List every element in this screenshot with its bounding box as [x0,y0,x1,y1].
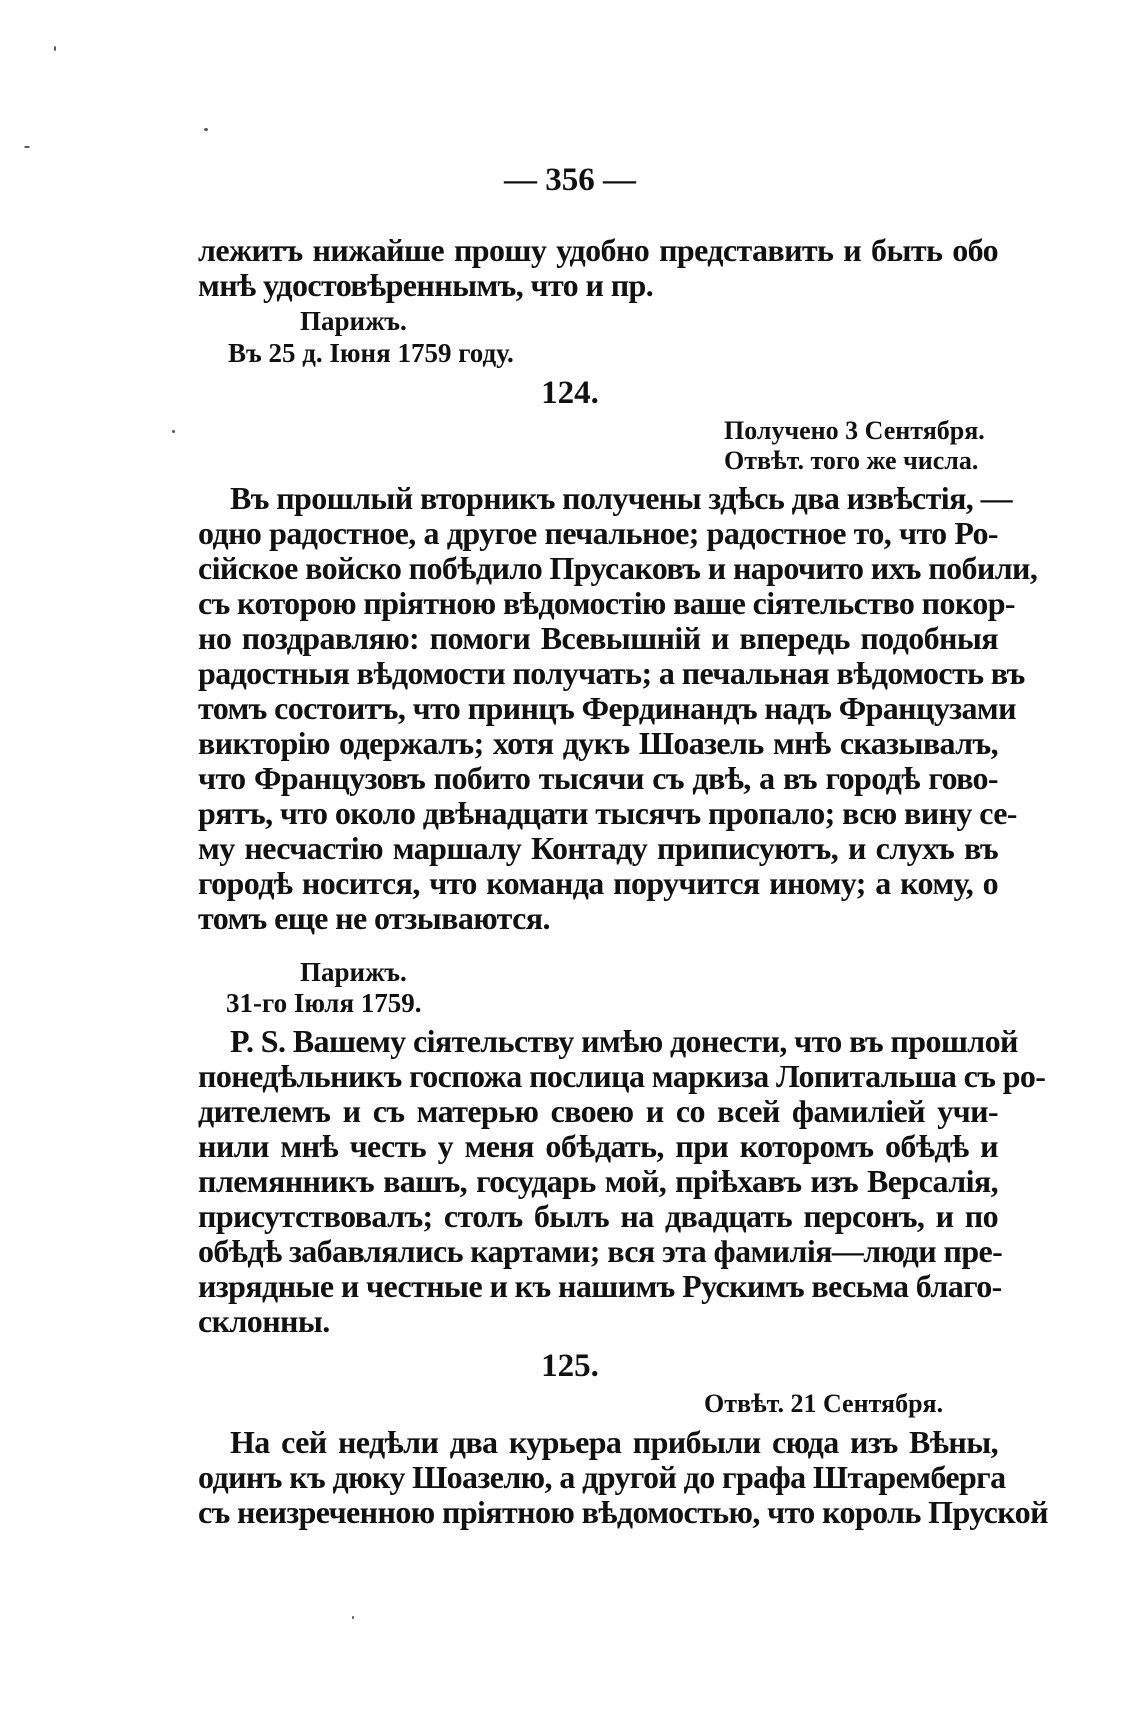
signature-date: 31-го Іюля 1759. [226,988,422,1018]
text-line: одинъ къ дюку Шоазелю, а другой до графа Штаремберга [198,1459,1006,1495]
text-line: склонны. [198,1303,330,1339]
signature-place: Парижъ. [300,306,407,336]
letter-number: 125. [541,1348,599,1384]
text-line: одно радостное, а другое печальное; радостное то, что Ро- [198,515,998,551]
print-speck [352,1616,354,1619]
answered-note: Отвѣт. того же числа. [724,446,979,475]
page-number: — 356 — [504,162,636,198]
text-line: съ которою пріятною вѣдомостію ваше сіятельство покор- [198,585,1015,621]
text-line: радостныя вѣдомости получать; а печальная вѣдомость въ [198,655,1025,691]
text-line: P. S. Вашему сіятельству имѣю донести, что въ прошлой [230,1023,1018,1059]
text-line: му несчастію маршалу Контаду приписуютъ, и слухъ въ [198,830,998,866]
print-speck [54,46,56,51]
text-line: сійское войско побѣдило Прусаковъ и нарочито ихъ побили, [198,550,1038,586]
text-line: племянникъ вашъ, государь мой, пріѣхавъ изъ Версалія, [198,1163,998,1199]
text-line: изрядные и честные и къ нашимъ Рускимъ весьма благо- [198,1268,1002,1304]
text-line: рятъ, что около двѣнадцати тысячъ пропало; всю вину се- [198,795,1017,831]
text-line: нили мнѣ честь у меня обѣдать, при которомъ обѣдѣ и [198,1128,998,1164]
answered-note: Отвѣт. 21 Сентября. [704,1389,944,1418]
letter-body [198,480,1038,936]
print-speck [204,128,208,131]
text-line: мнѣ удостовѣреннымъ, что и пр. [198,267,654,303]
signature-place: Парижъ. [300,957,407,987]
signature-date: Въ 25 д. Іюня 1759 году. [228,338,514,368]
text-line: городѣ носится, что команда поручится иному; а кому, о [198,865,998,901]
postscript [198,1023,1046,1339]
letter-body [198,1424,1048,1530]
text-line: На сей недѣли два курьера прибыли сюда изъ Вѣны, [230,1424,998,1460]
text-line: но поздравляю: помоги Всевышній и впередь подобныя [198,620,998,656]
received-note: Получено 3 Сентября. [724,416,985,445]
text-line: викторію одержалъ; хотя дукъ Шоазель мнѣ сказывалъ, [198,725,998,761]
text-line: томъ еще не отзываются. [198,900,550,936]
text-line: обѣдѣ забавлялись картами; вся эта фамилія—люди пре- [198,1233,1003,1269]
letter-continuation [198,233,998,303]
letter-number: 124. [541,375,599,411]
print-speck [24,146,30,148]
text-line: что Французовъ побито тысячи съ двѣ, а въ городѣ гово- [198,760,998,796]
text-line: присутствовалъ; столъ былъ на двадцать персонъ, и по [198,1198,998,1234]
text-line: понедѣльникъ госпожа послица маркиза Лопитальша съ ро- [198,1058,1046,1094]
text-line: съ неизреченною пріятною вѣдомостью, что король Пруской [198,1494,1048,1530]
text-line: дителемъ и съ матерью своею и со всей фамиліей учи- [198,1093,998,1129]
text-line: Въ прошлый вторникъ получены здѣсь два извѣстія, — [230,480,1012,516]
text-line: томъ состоитъ, что принцъ Фердинандъ надъ Французами [198,690,1016,726]
text-line: лежитъ нижайше прошу удобно представить и быть обо [198,232,998,268]
print-speck [172,430,175,433]
